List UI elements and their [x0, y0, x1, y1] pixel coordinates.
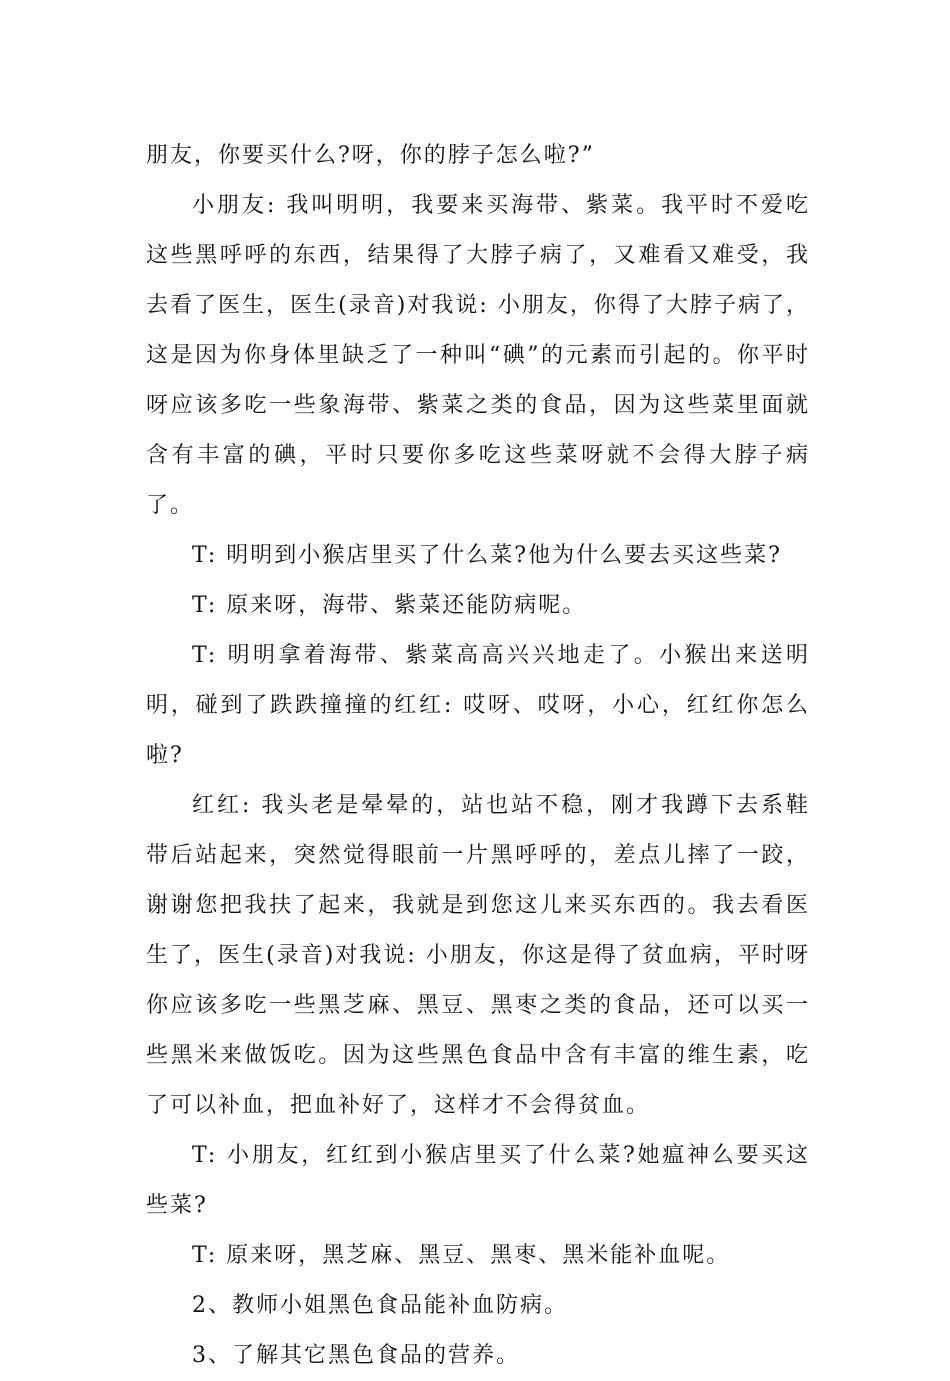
document-page — [146, 131, 810, 1381]
paragraph-teacher-remark-1: T: 原来呀，海带、紫菜还能防病呢。 — [192, 593, 587, 618]
paragraph-teacher-question-2: T: 小朋友，红红到小猴店里买了什么菜?她瘟神么要买这些菜? — [146, 1143, 810, 1218]
paragraph-continuation: 朋友，你要买什么?呀，你的脖子怎么啦?” — [146, 143, 595, 168]
paragraph-teacher-remark-2: T: 原来呀，黑芝麻、黑豆、黑枣、黑米能补血呢。 — [192, 1243, 731, 1268]
paragraph-teacher-question-1: T: 明明到小猴店里买了什么菜?他为什么要去买这些菜? — [192, 543, 782, 568]
list-item-2: 2、教师小姐黑色食品能补血防病。 — [192, 1293, 568, 1318]
paragraph-honghong-dialogue: 红红: 我头老是晕晕的，站也站不稳，刚才我蹲下去系鞋带后站起来，突然觉得眼前一片黑呼呼的，差点儿摔了一跤，谢谢您把我扶了起来，我就是到您这儿来买东西的。我去看医生了，医生(录音)对我说: 小朋友，你这是得了贫血病，平时呀你应该多吃一些黑芝麻、黑豆、黑枣之类的食品，还可以买一些黑米来做饭吃。因为这些黑色食品中含有丰富的维生素，吃了可以补血，把血补好了，这样才不会得贫血。 — [146, 793, 810, 1118]
paragraph-teacher-narration: T: 明明拿着海带、紫菜高高兴兴地走了。小猴出来送明明，碰到了跌跌撞撞的红红: 哎呀、哎呀，小心，红红你怎么啦? — [146, 643, 810, 768]
list-item-3: 3、了解其它黑色食品的营养。 — [192, 1343, 520, 1368]
paragraph-mingming-dialogue: 小朋友: 我叫明明，我要来买海带、紫菜。我平时不爱吃这些黑呼呼的东西，结果得了大脖子病了，又难看又难受，我去看了医生，医生(录音)对我说: 小朋友，你得了大脖子病了，这是因为你身体里缺乏了一种叫“碘”的元素而引起的。你平时呀应该多吃一些象海带、紫菜之类的食品，因为这些菜里面就含有丰富的碘，平时只要你多吃这些菜呀就不会得大脖子病了。 — [146, 193, 810, 518]
